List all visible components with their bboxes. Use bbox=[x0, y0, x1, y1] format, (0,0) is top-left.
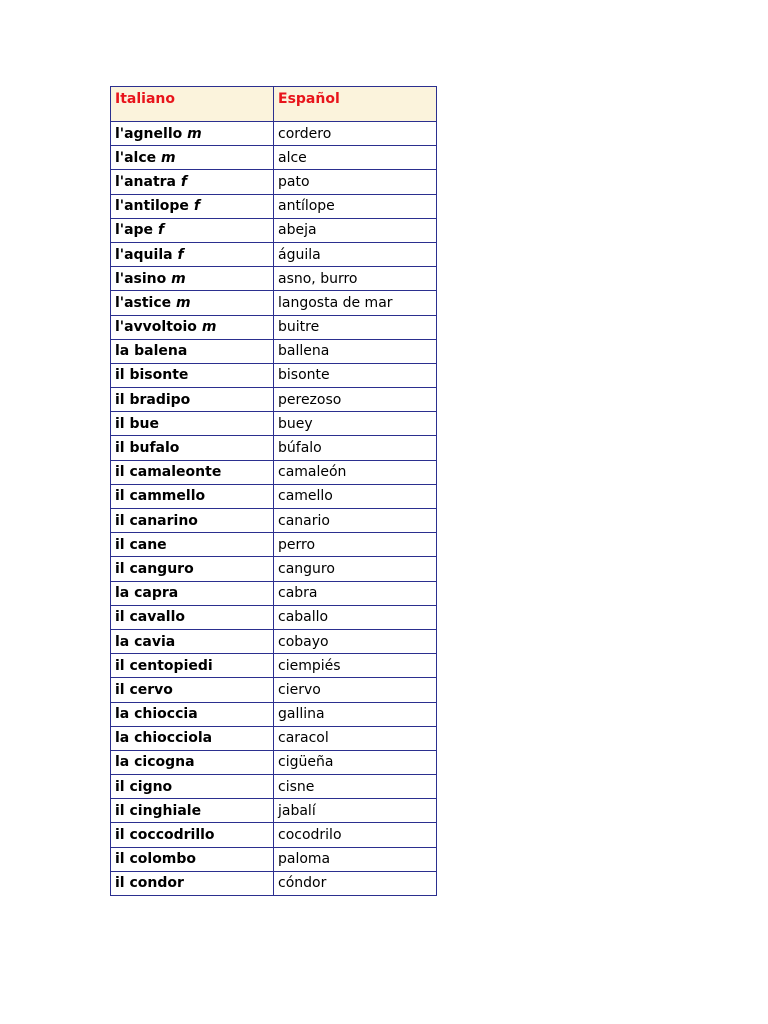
italian-term-cell bbox=[111, 194, 274, 218]
table-row bbox=[111, 557, 437, 581]
table-row bbox=[111, 291, 437, 315]
table-row bbox=[111, 702, 437, 726]
table-row bbox=[111, 484, 437, 508]
header-row bbox=[111, 87, 437, 122]
italian-term-cell bbox=[111, 775, 274, 799]
table-row bbox=[111, 871, 437, 895]
italian-term-cell bbox=[111, 242, 274, 266]
italian-term-cell bbox=[111, 726, 274, 750]
spanish-translation: langosta de mar bbox=[274, 291, 437, 315]
italian-term: l'agnello bbox=[115, 125, 183, 142]
italian-term-cell bbox=[111, 436, 274, 460]
italian-term-cell bbox=[111, 170, 274, 194]
gender-marker: m bbox=[171, 270, 186, 287]
gender-marker: m bbox=[187, 125, 202, 142]
italian-term-cell bbox=[111, 605, 274, 629]
italian-term: la balena bbox=[115, 343, 188, 360]
table-row bbox=[111, 460, 437, 484]
italian-term-cell bbox=[111, 823, 274, 847]
gender-marker: f bbox=[177, 246, 184, 263]
spanish-translation: cóndor bbox=[274, 871, 437, 895]
italian-term: il cavallo bbox=[115, 609, 186, 626]
table-row bbox=[111, 436, 437, 460]
table-row bbox=[111, 823, 437, 847]
italian-term-cell bbox=[111, 509, 274, 533]
table-row bbox=[111, 339, 437, 363]
spanish-translation: búfalo bbox=[274, 436, 437, 460]
table-row bbox=[111, 218, 437, 242]
table-row bbox=[111, 847, 437, 871]
table-row bbox=[111, 242, 437, 266]
spanish-translation: camaleón bbox=[274, 460, 437, 484]
italian-term: l'anatra bbox=[115, 173, 176, 190]
italian-term-cell bbox=[111, 218, 274, 242]
spanish-translation: abeja bbox=[274, 218, 437, 242]
italian-term-cell bbox=[111, 629, 274, 653]
table-row bbox=[111, 533, 437, 557]
table-row bbox=[111, 654, 437, 678]
vocabulary-table bbox=[110, 86, 437, 896]
spanish-translation: cisne bbox=[274, 775, 437, 799]
table-row bbox=[111, 267, 437, 291]
italian-term: il cinghiale bbox=[115, 802, 202, 819]
table-row bbox=[111, 726, 437, 750]
gender-marker: f bbox=[180, 173, 187, 190]
italian-term: il bradipo bbox=[115, 391, 191, 408]
spanish-translation: canario bbox=[274, 509, 437, 533]
table-row bbox=[111, 629, 437, 653]
spanish-translation: canguro bbox=[274, 557, 437, 581]
spanish-translation: buitre bbox=[274, 315, 437, 339]
italian-term: il canguro bbox=[115, 560, 194, 577]
spanish-translation: jabalí bbox=[274, 799, 437, 823]
italian-term: il bue bbox=[115, 415, 159, 432]
spanish-translation: perezoso bbox=[274, 388, 437, 412]
spanish-translation: cocodrilo bbox=[274, 823, 437, 847]
italian-term: il colombo bbox=[115, 851, 197, 868]
italian-term-cell bbox=[111, 412, 274, 436]
italian-term: la chioccia bbox=[115, 706, 198, 723]
spanish-translation: caballo bbox=[274, 605, 437, 629]
italian-term-cell bbox=[111, 460, 274, 484]
spanish-translation: alce bbox=[274, 146, 437, 170]
italian-term: l'antilope bbox=[115, 198, 189, 215]
italian-term-cell bbox=[111, 702, 274, 726]
table-header bbox=[111, 87, 437, 122]
italian-term: l'alce bbox=[115, 149, 157, 166]
table-row bbox=[111, 605, 437, 629]
italian-term-cell bbox=[111, 750, 274, 774]
spanish-translation: cobayo bbox=[274, 629, 437, 653]
spanish-translation: águila bbox=[274, 242, 437, 266]
table-row bbox=[111, 750, 437, 774]
italian-term-cell bbox=[111, 799, 274, 823]
table-body bbox=[111, 122, 437, 896]
table-row bbox=[111, 775, 437, 799]
italian-term-cell bbox=[111, 654, 274, 678]
table-row bbox=[111, 509, 437, 533]
gender-marker: m bbox=[201, 319, 217, 336]
italian-term: la chiocciola bbox=[115, 730, 213, 747]
spanish-translation: cigüeña bbox=[274, 750, 437, 774]
spanish-translation: camello bbox=[274, 484, 437, 508]
italian-term: il cervo bbox=[115, 681, 173, 698]
spanish-translation: caracol bbox=[274, 726, 437, 750]
spanish-translation: perro bbox=[274, 533, 437, 557]
italian-term: l'asino bbox=[115, 270, 167, 287]
italian-term: il bufalo bbox=[115, 440, 180, 457]
italian-term-cell bbox=[111, 122, 274, 146]
italian-term: l'aquila bbox=[115, 246, 173, 263]
italian-term-cell bbox=[111, 388, 274, 412]
italian-term: l'astice bbox=[115, 294, 172, 311]
italian-term: il cane bbox=[115, 536, 167, 553]
spanish-translation: gallina bbox=[274, 702, 437, 726]
italian-term: la capra bbox=[115, 585, 179, 602]
table-row bbox=[111, 170, 437, 194]
italian-term-cell bbox=[111, 267, 274, 291]
spanish-translation: cabra bbox=[274, 581, 437, 605]
table-row bbox=[111, 412, 437, 436]
italian-term: il cammello bbox=[115, 488, 206, 505]
italian-term-cell bbox=[111, 315, 274, 339]
gender-marker: f bbox=[157, 222, 165, 239]
spanish-translation: ballena bbox=[274, 339, 437, 363]
spanish-translation: ciervo bbox=[274, 678, 437, 702]
spanish-translation: asno, burro bbox=[274, 267, 437, 291]
italian-term-cell bbox=[111, 339, 274, 363]
italian-term-cell bbox=[111, 678, 274, 702]
italian-term: il canarino bbox=[115, 512, 198, 529]
italian-term-cell bbox=[111, 291, 274, 315]
italian-term: il cigno bbox=[115, 778, 173, 795]
italian-term-cell bbox=[111, 146, 274, 170]
table-row bbox=[111, 122, 437, 146]
italian-term: l'avvoltoio bbox=[115, 319, 197, 336]
italian-term: il centopiedi bbox=[115, 657, 213, 674]
italian-term-cell bbox=[111, 533, 274, 557]
spanish-translation: antílope bbox=[274, 194, 437, 218]
italian-term: il camaleonte bbox=[115, 464, 222, 481]
gender-marker: m bbox=[161, 149, 176, 166]
spanish-translation: ciempiés bbox=[274, 654, 437, 678]
italian-term-cell bbox=[111, 557, 274, 581]
italian-term: il condor bbox=[115, 875, 184, 892]
table-row bbox=[111, 146, 437, 170]
spanish-translation: cordero bbox=[274, 122, 437, 146]
table-row bbox=[111, 363, 437, 387]
italian-term: la cicogna bbox=[115, 754, 195, 771]
italian-term: il bisonte bbox=[115, 367, 189, 384]
spanish-translation: paloma bbox=[274, 847, 437, 871]
italian-term-cell bbox=[111, 581, 274, 605]
spanish-translation: bisonte bbox=[274, 363, 437, 387]
header-italiano: Italiano bbox=[111, 87, 274, 122]
table-row bbox=[111, 388, 437, 412]
italian-term-cell bbox=[111, 871, 274, 895]
spanish-translation: pato bbox=[274, 170, 437, 194]
italian-term: il coccodrillo bbox=[115, 827, 215, 844]
table-row bbox=[111, 194, 437, 218]
table-row bbox=[111, 315, 437, 339]
italian-term-cell bbox=[111, 847, 274, 871]
table-row bbox=[111, 581, 437, 605]
gender-marker: f bbox=[193, 198, 200, 215]
gender-marker: m bbox=[176, 294, 191, 311]
italian-term: la cavia bbox=[115, 633, 176, 650]
header-espanol: Español bbox=[274, 87, 437, 122]
spanish-translation: buey bbox=[274, 412, 437, 436]
table-row bbox=[111, 799, 437, 823]
italian-term: l'ape bbox=[115, 222, 154, 239]
italian-term-cell bbox=[111, 363, 274, 387]
table-row bbox=[111, 678, 437, 702]
italian-term-cell bbox=[111, 484, 274, 508]
